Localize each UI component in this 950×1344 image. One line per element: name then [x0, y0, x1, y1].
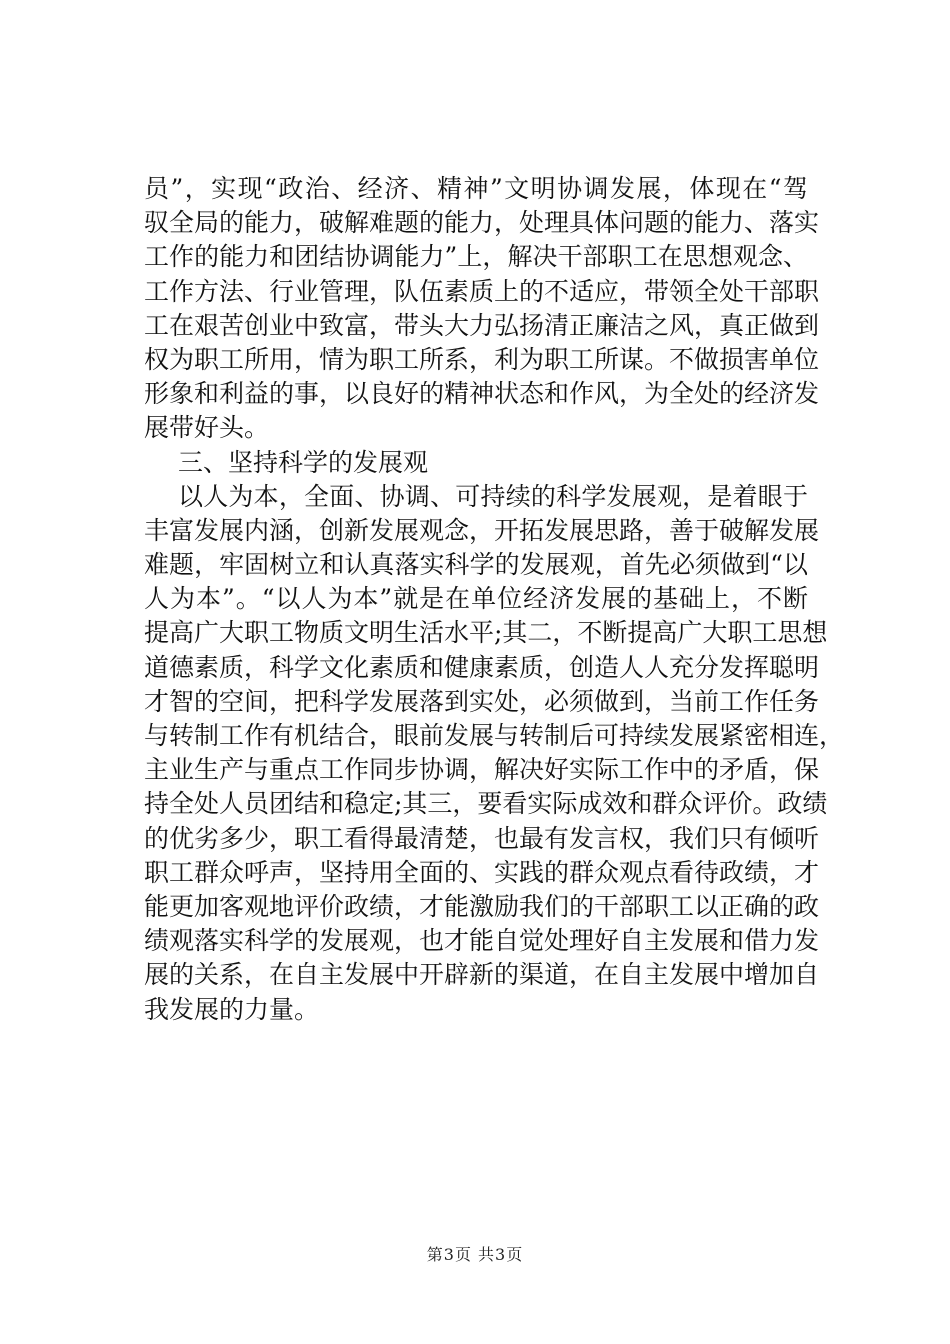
paragraph-2-line: 人为本”。“以人为本”就是在单位经济发展的基础上，不断 — [144, 584, 808, 614]
paragraph-1-line: 形象和利益的事，以良好的精神状态和作风，为全处的经济发 — [144, 379, 820, 409]
paragraph-2-line: 与转制工作有机结合，眼前发展与转制后可持续发展紧密相连， — [144, 721, 845, 750]
paragraph-1-line: 展带好头。 — [144, 413, 270, 443]
paragraph-2-line: 才智的空间，把科学发展落到实处，必须做到，当前工作任务 — [144, 686, 820, 716]
paragraph-2-line: 丰富发展内涵，创新发展观念，开拓发展思路，善于破解发展 — [144, 515, 820, 545]
body-text — [144, 172, 845, 1027]
paragraph-1-line: 驭全局的能力，破解难题的能力，处理具体问题的能力、落实 — [144, 208, 820, 238]
paragraph-2-line: 提高广大职工物质文明生活水平;其二，不断提高广大职工思想 — [144, 618, 828, 648]
paragraph-2-line: 主业生产与重点工作同步协调，解决好实际工作中的矛盾，保 — [144, 755, 820, 785]
paragraph-2-line: 我发展的力量。 — [144, 994, 320, 1024]
page-number-footer: 第3页 共3页 — [426, 1245, 524, 1264]
paragraph-2-line: 道德素质，科学文化素质和健康素质，创造人人充分发挥聪明 — [144, 652, 820, 682]
paragraph-2-line: 的优劣多少，职工看得最清楚，也最有发言权，我们只有倾听 — [144, 823, 820, 853]
paragraph-2-line: 职工群众呼声，坚持用全面的、实践的群众观点看待政绩，才 — [144, 857, 820, 887]
paragraph-2-line: 难题，牢固树立和认真落实科学的发展观，首先必须做到“以 — [144, 550, 808, 580]
paragraph-1-line: 工在艰苦创业中致富，带头大力弘扬清正廉洁之风，真正做到 — [144, 310, 820, 340]
paragraph-1-line: 工作的能力和团结协调能力”上，解决干部职工在思想观念、 — [144, 242, 808, 272]
paragraph-1-line: 工作方法、行业管理，队伍素质上的不适应，带领全处干部职 — [144, 276, 820, 306]
paragraph-2-line: 展的关系，在自主发展中开辟新的渠道，在自主发展中增加自 — [144, 960, 820, 990]
paragraph-2-line: 绩观落实科学的发展观，也才能自觉处理好自主发展和借力发 — [144, 926, 820, 956]
paragraph-1-line: 员”，实现“政治、经济、精神”文明协调发展，体现在“驾 — [144, 174, 808, 203]
paragraph-2-line: 持全处人员团结和稳定;其三，要看实际成效和群众评价。政绩 — [144, 789, 828, 819]
paragraph-2-line: 能更加客观地评价政绩，才能激励我们的干部职工以正确的政 — [144, 891, 820, 921]
paragraph-1-line: 权为职工所用，情为职工所系，利为职工所谋。不做损害单位 — [144, 344, 820, 374]
section-heading: 三、坚持科学的发展观 — [178, 447, 429, 477]
paragraph-2-line: 以人为本，全面、协调、可持续的科学发展观，是着眼于 — [178, 481, 808, 511]
